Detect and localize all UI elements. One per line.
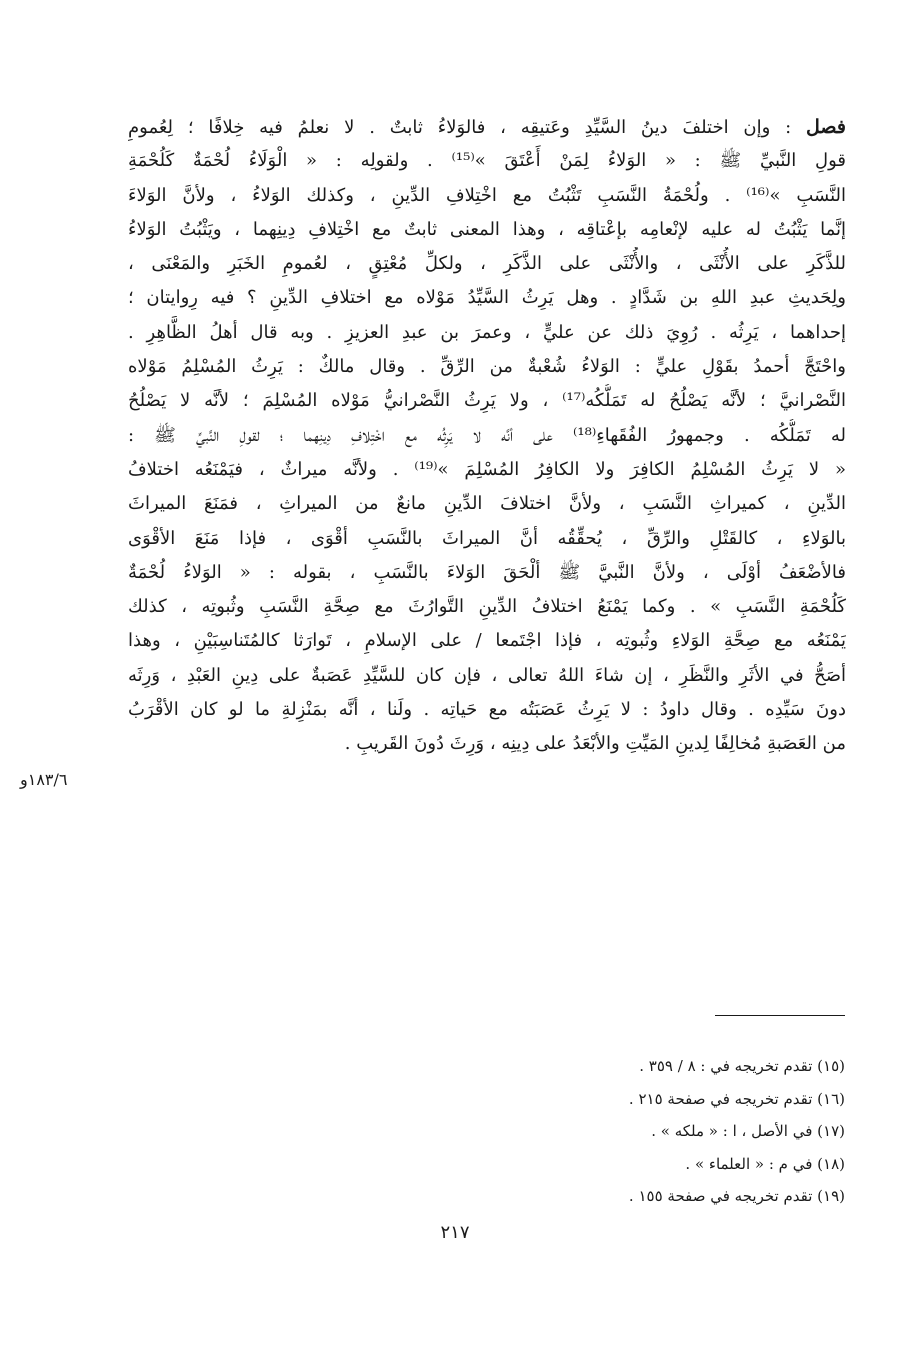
text-line-18: دونَ سَيِّدِه . وقال داودُ : لا يَرِثُ عَصَبَتُه مع حَياتِه . ولَنا ، أنَّه بمَنْزِلةِ ما لو كان الأقْرَبُ xyxy=(128,699,846,721)
text-line-3: النَّسَبِ »⁽¹⁶⁾ . ولُحْمَةُ النَّسَبِ تَثْبُتُ مع اخْتِلافِ الدِّينِ ، وكذلك الوَلاءُ ، ولأنَّ الوَلاءَ xyxy=(128,184,846,206)
manuscript-folio-reference: ١٨٣/٦و xyxy=(20,770,68,789)
text-line-4: إنَّما يَثْبُتُ له عليه لإنْعامِه بإعْتاقِه ، وهذا المعنى ثابتٌ مع اخْتِلافِ دِينِهما ، ويَثْبُتُ الوَلاءُ xyxy=(128,218,846,240)
text-line-9: النَّصْرانيَّ ؛ لأنَّه يَصْلُحُ له تَمَلُّكُه⁽¹⁷⁾ ، ولا يَرِثُ النَّصْرانيُّ مَوْلاه المُسْلِمَ ؛ لأنَّه لا يَصْلُحُ xyxy=(128,390,846,412)
footnote-separator xyxy=(715,1015,845,1016)
footnote-19: (١٩) تقدم تخريجه في صفحة ١٥٥ . xyxy=(628,1187,845,1205)
footnote-16: (١٦) تقدم تخريجه في صفحة ٢١٥ . xyxy=(628,1089,845,1108)
text-line-7: إحداهما ، يَرِثُه . رُوِيَ ذلك عن عليٍّ ، وعمرَ بن عبدِ العزيزِ . وبه قال أهلُ الظَّاهِرِ . xyxy=(128,321,846,343)
text-line-15: كَلُحْمَةِ النَّسَبِ » . وكما يَمْنَعُ اختلافُ الدِّينِ التَّوارُثَ مع صِحَّةِ النَّسَبِ وثُبوتِه ، كذلك xyxy=(128,596,846,618)
footnote-18: (١٨) في م : « العلماء » . xyxy=(685,1154,845,1173)
main-text xyxy=(128,110,846,762)
text-line-10: له تَمَلُّكُه . وجمهورُ الفُقَهاءِ⁽¹⁸⁾ على أنَّه لا يَرِثُه مع اخْتِلافِ دِينِهما ؛ لقولِ النَّبيِّ ﷺ : xyxy=(128,424,846,446)
text-line-11: « لا يَرِثُ المُسْلِمُ الكافِرَ ولا الكافِرُ المُسْلِمَ »⁽¹⁹⁾ . ولأنَّه ميراثٌ ، فيَمْنَعُه اختلافُ xyxy=(128,458,846,480)
text-line-19: من العَصَبةِ مُخالِفًا لِدينِ المَيِّتِ والأبْعَدُ على دِينِه ، وَرِثَ دُونَ القَريبِ . xyxy=(344,733,846,755)
text-line-16: يَمْنَعُه مع صِحَّةِ الوَلاءِ وثُبوتِه ، فإذا اجْتَمعا / على الإسلامِ ، تَوارَثا كالمُتَناسِبَيْنِ ، وهذا xyxy=(128,630,846,652)
text-line-1: فصل : وإن اختلفَ دينُ السَّيِّدِ وعَتيقِه ، فالوَلاءُ ثابتٌ . لا نعلمُ فيه خِلافًا ؛ لِعُمومِ xyxy=(128,116,846,138)
text-line-5: للذَّكَرِ على الأُنْثَى ، والأُنْثَى على الذَّكَرِ ، ولكلِّ مُعْتِقٍ ، لعُمومِ الخَبَرِ والمَعْنَى ، xyxy=(128,253,846,275)
text-line-6: ولِحَديثِ عبدِ اللهِ بن شَدَّادٍ . وهل يَرِثُ السَّيِّدُ مَوْلاه مع اختلافِ الدِّينِ ؟ فيه رِوايتان ؛ xyxy=(128,287,846,309)
text-line-13: بالوَلاءِ ، كالقَتْلِ والرِّقِّ ، يُحقِّقُه أنَّ الميراثَ بالنَّسَبِ أقْوَى ، فإذا مَنَعَ الأقْوَى xyxy=(128,527,846,549)
footnotes xyxy=(450,1050,845,1213)
page-number: ٢١٧ xyxy=(440,1222,470,1243)
text-line-14: فالأضْعَفُ أوْلَى ، ولأنَّ النَّبيَّ ﷺ ألْحَقَ الوَلاءَ بالنَّسَبِ ، بقوله : « الوَلاءُ لُحْمَةٌ xyxy=(128,561,846,583)
text-line-12: الدِّينِ ، كميراثِ النَّسَبِ ، ولأنَّ اختلافَ الدِّينِ مانعٌ من الميراثِ ، فمَنَعَ الميراثَ xyxy=(128,493,846,515)
text-line-2: قولِ النَّبيِّ ﷺ : « الوَلاءُ لِمَنْ أَعْتَقَ »⁽¹⁵⁾ . ولقولِه : « الْوَلَاءُ لُحْمَةٌ كَلُحْمَةِ xyxy=(128,150,846,172)
footnote-15: (١٥) تقدم تخريجه في : ٨ / ٣٥٩ . xyxy=(639,1057,845,1075)
footnote-17: (١٧) في الأصل ، ا : « ملكه » . xyxy=(651,1122,845,1140)
text-line-17: أصَحُّ في الأثَرِ والنَّظَرِ ، إن شاءَ اللهُ تعالى ، فإن كان للسَّيِّدِ عَصَبةٌ على دِينِ العَبْدِ ، وَرِثَه xyxy=(128,664,846,686)
text-line-8: واحْتَجَّ أحمدُ بقَوْلِ عليٍّ : الوَلاءُ شُعْبةٌ من الرِّقِّ . وقال مالكٌ : يَرِثُ المُسْلِمُ مَوْلاه xyxy=(128,356,846,378)
section-lead-word: فصل xyxy=(806,116,846,138)
